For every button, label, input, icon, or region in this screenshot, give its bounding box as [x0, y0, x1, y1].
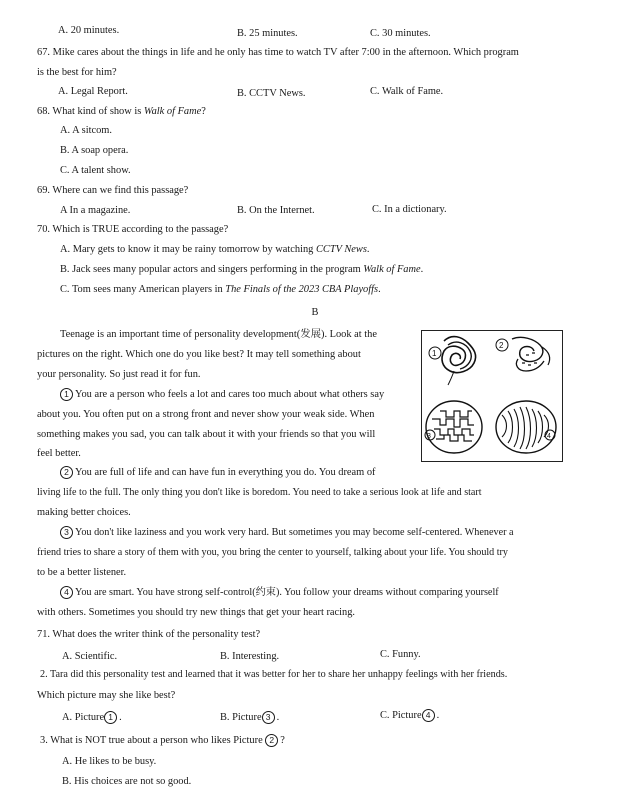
passage-p2-line2: about you. You often put on a strong front and never show your weak side. When [37, 409, 375, 420]
number-4-badge: 4 [60, 586, 73, 599]
picture-1 [429, 337, 476, 385]
q71-stem: 71. What does the writer think of the personality test? [37, 629, 261, 640]
q66-option-b: B. 25 minutes. [237, 28, 298, 39]
number-2-badge: 2 [265, 734, 278, 747]
personality-pictures-drawing [422, 331, 562, 461]
q73-option-a: A. He likes to be busy. [62, 756, 157, 767]
passage-p2-line4: feel better. [37, 448, 81, 459]
number-1-badge: 1 [60, 388, 73, 401]
passage-p5-line2: with others. Sometimes you should try new things that get your heart racing. [37, 607, 356, 618]
q67-stem-line1: 67. Mike cares about the things in life and he only has time to watch TV after 7:00 in the afternoon. Which program [37, 47, 519, 58]
passage-p1-line3: your personality. So just read it for fun. [37, 369, 201, 380]
svg-text:3: 3 [427, 433, 431, 440]
picture-2 [496, 337, 550, 371]
q72-option-b: B. Picture 3 . [220, 712, 280, 723]
number-3-badge: 3 [262, 711, 275, 724]
svg-text:1: 1 [432, 349, 437, 358]
q68-stem: 68. What kind of show is Walk of Fame? [37, 106, 206, 117]
q72-stem-line1: 2. Tara did this personality test and learned that it was better for her to share her unhappy feelings with her friends. [40, 669, 508, 680]
q72-option-c: C. Picture 4 . [380, 710, 440, 721]
q70-option-a: A. Mary gets to know it may be rainy tomorrow by watching CCTV News. [60, 244, 370, 255]
q71-option-b: B. Interesting. [220, 651, 280, 662]
passage-p2-line1: 1 You are a person who feels a lot and cares too much about what others say [60, 388, 384, 402]
passage-p3-line3: making better choices. [37, 507, 131, 518]
q70-stem: 70. Which is TRUE according to the passage? [37, 224, 229, 235]
q68-option-c: C. A talent show. [60, 165, 131, 176]
q67-option-a: A. Legal Report. [58, 86, 128, 97]
number-3-badge: 3 [60, 526, 73, 539]
q71-option-c: C. Funny. [380, 649, 421, 660]
q69-stem: 69. Where can we find this passage? [37, 185, 189, 196]
number-1-badge: 1 [104, 711, 117, 724]
passage-p1-line2: pictures on the right. Which one do you like best? It may tell something about [37, 349, 361, 360]
passage-p5-line1: 4 You are smart. You have strong self-control(约束). You follow your dreams without comparing yourself [60, 586, 499, 600]
section-b-heading: B [311, 307, 319, 318]
picture-3 [425, 401, 482, 453]
q67-option-c: C. Walk of Fame. [370, 86, 444, 97]
q70-option-c: C. Tom sees many American players in The Finals of the 2023 CBA Playoffs. [60, 284, 381, 295]
q67-stem-line2: is the best for him? [37, 67, 117, 78]
q70-option-b: B. Jack sees many popular actors and singers performing in the program Walk of Fame. [60, 264, 424, 275]
q72-option-a: A. Picture 1 . [62, 712, 122, 723]
q66-option-c: C. 30 minutes. [370, 28, 431, 39]
q72-stem-line2: Which picture may she like best? [37, 690, 176, 701]
passage-p1-line1: Teenage is an important time of personality development(发展). Look at the [60, 329, 377, 340]
passage-p4-line1: 3 You don't like laziness and you work very hard. But sometimes you may become self-centered. Whenever a [60, 526, 514, 540]
svg-text:2: 2 [499, 341, 504, 350]
q66-option-a: A. 20 minutes. [58, 25, 120, 36]
passage-p4-line3: to be a better listener. [37, 567, 127, 578]
q68-option-b: B. A soap opera. [60, 145, 129, 156]
number-2-badge: 2 [60, 466, 73, 479]
q71-option-a: A. Scientific. [62, 651, 118, 662]
passage-p3-line2: living life to the full. The only thing you don't like is boredom. You need to take a serious look at life and start [37, 487, 482, 498]
q69-option-a: A In a magazine. [60, 205, 131, 216]
q69-option-c: C. In a dictionary. [372, 204, 447, 215]
q68-option-a: A. A sitcom. [60, 125, 112, 136]
personality-pictures [421, 330, 563, 462]
passage-p2-line3: something makes you sad, you can talk about it with your friends so that you will [37, 429, 376, 440]
q69-option-b: B. On the Internet. [237, 205, 315, 216]
q73-stem: 3. What is NOT true about a person who likes Picture 2 ? [40, 735, 285, 746]
svg-text:4: 4 [547, 433, 551, 440]
passage-p3-line1: 2 You are full of life and can have fun in everything you do. You dream of [60, 466, 376, 480]
passage-p4-line2: friend tries to share a story of them with you, you bring the center to yourself, talking about your life. You should try [37, 547, 508, 558]
q73-option-b: B. His choices are not so good. [62, 776, 192, 787]
q67-option-b: B. CCTV News. [237, 88, 306, 99]
number-4-badge: 4 [422, 709, 435, 722]
picture-4 [496, 401, 556, 453]
